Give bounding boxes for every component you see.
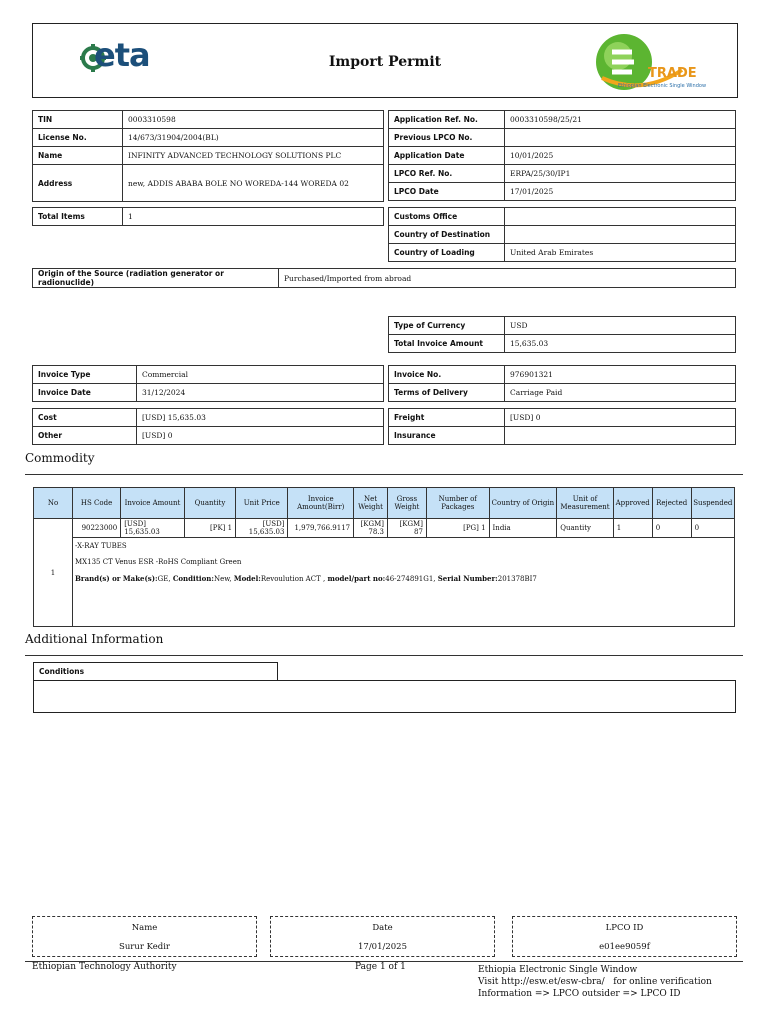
description-line-3: Brand(s) or Make(s):GE, Condition:New, Model:Revoulution ACT , model/part no:46-274891G1, Serial Number:201378BI7 — [74, 574, 537, 583]
total-items-table — [32, 207, 384, 226]
other-value: [USD] 0 — [137, 427, 384, 445]
suspended: 0 — [691, 519, 734, 538]
part-value: 46-274891G1 — [385, 575, 434, 583]
total-items-label: Total Items — [33, 208, 123, 226]
address-label: Address — [33, 165, 123, 202]
table-row — [33, 111, 384, 129]
cost-value: [USD] 15,635.03 — [137, 409, 384, 427]
table-row — [33, 269, 736, 288]
table-row — [34, 519, 735, 538]
table-row — [389, 427, 736, 445]
table-row — [33, 366, 384, 384]
footer-esw-title: Ethiopia Electronic Single Window — [478, 965, 638, 975]
signature-name-box — [32, 916, 257, 957]
tin-label: TIN — [33, 111, 123, 129]
hs-code: 90223000 — [72, 519, 120, 538]
etrade-logo-text: TRADE — [648, 66, 697, 81]
freight-label: Freight — [389, 409, 505, 427]
freight-value: [USD] 0 — [505, 409, 736, 427]
applicant-table — [32, 110, 384, 202]
commodity-divider — [25, 474, 743, 475]
freight-table — [388, 408, 736, 445]
insurance-label: Insurance — [389, 427, 505, 445]
license-label: License No. — [33, 129, 123, 147]
address-value: new, ADDIS ABABA BOLE NO WOREDA-144 WOREDA 02 — [123, 165, 384, 202]
table-row — [389, 335, 736, 353]
unit-price: [USD] 15,635.03 — [236, 519, 288, 538]
invoice-no-value: 976901321 — [505, 366, 736, 384]
origin-table — [32, 268, 736, 288]
condition-label: Condition: — [172, 574, 214, 583]
table-row — [389, 147, 736, 165]
invoice-no-label: Invoice No. — [389, 366, 505, 384]
col-header: Suspended — [691, 488, 734, 519]
origin-value: Purchased/Imported from abroad — [279, 269, 736, 288]
footer-esw-info-line: Information => LPCO outsider => LPCO ID — [478, 989, 681, 999]
table-row — [389, 165, 736, 183]
tin-value: 0003310598 — [123, 111, 384, 129]
commodity-table — [33, 487, 735, 627]
item-description — [72, 538, 734, 627]
invoice-no-table — [388, 365, 736, 402]
col-header: Approved — [613, 488, 652, 519]
description-line-1: -X-RAY TUBES — [74, 542, 127, 550]
invoice-type-value: Commercial — [137, 366, 384, 384]
footer-esw-visit: Visit http://esw.et/esw-cbra/ for online verification — [478, 977, 712, 987]
signature-name-label: Name — [131, 923, 158, 933]
customs-office-value — [505, 208, 736, 226]
approved: 1 — [613, 519, 652, 538]
loading-label: Country of Loading — [389, 244, 505, 262]
table-row — [389, 244, 736, 262]
destination-value — [505, 226, 736, 244]
table-row — [389, 366, 736, 384]
table-row — [389, 129, 736, 147]
rejected: 0 — [652, 519, 691, 538]
table-row — [33, 208, 384, 226]
row-no: 1 — [34, 519, 73, 627]
col-header: HS Code — [72, 488, 120, 519]
packages: [PG] 1 — [426, 519, 489, 538]
table-row — [33, 384, 384, 402]
total-invoice-label: Total Invoice Amount — [389, 335, 505, 353]
col-header: Unit Price — [236, 488, 288, 519]
net-weight: [KGM] 78.3 — [354, 519, 388, 538]
col-header: Country of Origin — [489, 488, 557, 519]
customs-office-label: Customs Office — [389, 208, 505, 226]
col-header: Net Weight — [354, 488, 388, 519]
invoice-date-value: 31/12/2024 — [137, 384, 384, 402]
table-row — [33, 129, 384, 147]
lpco-id-value: e01ee9059f — [599, 942, 650, 952]
commodity-header-row — [34, 488, 735, 519]
footer-page: Page 1 of 1 — [355, 962, 406, 972]
col-header: Gross Weight — [387, 488, 426, 519]
application-table — [388, 110, 736, 201]
other-label: Other — [33, 427, 137, 445]
lpco-ref-value: ERPA/25/30/IP1 — [505, 165, 736, 183]
prev-lpco-label: Previous LPCO No. — [389, 129, 505, 147]
etrade-logo — [594, 30, 709, 92]
table-row — [33, 427, 384, 445]
prev-lpco-value — [505, 129, 736, 147]
table-row — [389, 409, 736, 427]
table-row — [33, 147, 384, 165]
col-header: Quantity — [184, 488, 235, 519]
conditions-box — [33, 680, 736, 713]
page-title: Import Permit — [328, 54, 442, 70]
origin-label: Origin of the Source (radiation generator or radionuclide) — [33, 269, 279, 288]
table-row — [389, 226, 736, 244]
customs-table — [388, 207, 736, 262]
cost-table — [32, 408, 384, 445]
destination-label: Country of Destination — [389, 226, 505, 244]
name-value: INFINITY ADVANCED TECHNOLOGY SOLUTIONS PLC — [123, 147, 384, 165]
quantity: [PK] 1 — [184, 519, 235, 538]
invoice-type-label: Invoice Type — [33, 366, 137, 384]
description-line-2: MX135 CT Venus ESR -RoHS Compliant Green — [74, 558, 242, 566]
invoice-amount-birr: 1,979,766.9117 — [288, 519, 354, 538]
lpco-date-label: LPCO Date — [389, 183, 505, 201]
cost-label: Cost — [33, 409, 137, 427]
gross-weight: [KGM] 87 — [387, 519, 426, 538]
table-row — [389, 111, 736, 129]
serial-value: 201378BI7 — [497, 575, 537, 583]
col-header: Unit of Measurement — [557, 488, 613, 519]
lpco-date-value: 17/01/2025 — [505, 183, 736, 201]
model-value: Revoulution ACT — [260, 575, 321, 583]
table-row — [33, 409, 384, 427]
currency-table — [388, 316, 736, 353]
model-label: Model: — [233, 574, 261, 583]
insurance-value — [505, 427, 736, 445]
part-label: model/part no: — [327, 574, 386, 583]
invoice-date-label: Invoice Date — [33, 384, 137, 402]
etrade-logo-subtitle: Ethiopian Electronic Single Window — [618, 83, 707, 89]
signature-date-box — [270, 916, 495, 957]
footer-authority: Ethiopian Technology Authority — [32, 962, 177, 972]
name-label: Name — [33, 147, 123, 165]
additional-divider — [25, 655, 743, 656]
conditions-label: Conditions — [39, 667, 85, 676]
app-date-value: 10/01/2025 — [505, 147, 736, 165]
total-invoice-value: 15,635.03 — [505, 335, 736, 353]
lpco-id-box — [512, 916, 737, 957]
serial-label: Serial Number: — [437, 574, 498, 583]
app-ref-value: 0003310598/25/21 — [505, 111, 736, 129]
condition-value: New — [213, 575, 230, 583]
col-header: Invoice Amount — [121, 488, 185, 519]
license-value: 14/673/31904/2004(BL) — [123, 129, 384, 147]
eta-logo — [80, 38, 160, 78]
footer-esw-info — [478, 964, 712, 1000]
invoice-amount: [USD] 15,635.03 — [121, 519, 185, 538]
invoice-type-table — [32, 365, 384, 402]
brand-value: GE — [157, 575, 169, 583]
app-date-label: Application Date — [389, 147, 505, 165]
app-ref-label: Application Ref. No. — [389, 111, 505, 129]
col-header: Invoice Amount(Birr) — [288, 488, 354, 519]
currency-type-value: USD — [505, 317, 736, 335]
signature-name-value: Surur Kedir — [119, 942, 170, 952]
description-row — [34, 538, 735, 627]
table-row — [33, 165, 384, 202]
col-header: Rejected — [652, 488, 691, 519]
conditions-label-box — [33, 662, 278, 681]
currency-type-label: Type of Currency — [389, 317, 505, 335]
unit-of-measurement: Quantity — [557, 519, 613, 538]
table-row — [389, 317, 736, 335]
lpco-id-label: LPCO ID — [605, 923, 644, 933]
lpco-ref-label: LPCO Ref. No. — [389, 165, 505, 183]
commodity-title: Commodity — [25, 451, 95, 465]
table-row — [389, 183, 736, 201]
table-row — [389, 384, 736, 402]
table-row — [389, 208, 736, 226]
total-items-value: 1 — [123, 208, 384, 226]
loading-value: United Arab Emirates — [505, 244, 736, 262]
terms-value: Carriage Paid — [505, 384, 736, 402]
terms-label: Terms of Delivery — [389, 384, 505, 402]
signature-date-label: Date — [372, 923, 393, 933]
country-of-origin: India — [489, 519, 557, 538]
eta-logo-text: eta — [94, 36, 150, 74]
brand-label: Brand(s) or Make(s): — [74, 574, 158, 583]
additional-info-title: Additional Information — [25, 632, 164, 646]
signature-date-value: 17/01/2025 — [358, 942, 407, 952]
col-header: Number of Packages — [426, 488, 489, 519]
col-header: No — [34, 488, 73, 519]
